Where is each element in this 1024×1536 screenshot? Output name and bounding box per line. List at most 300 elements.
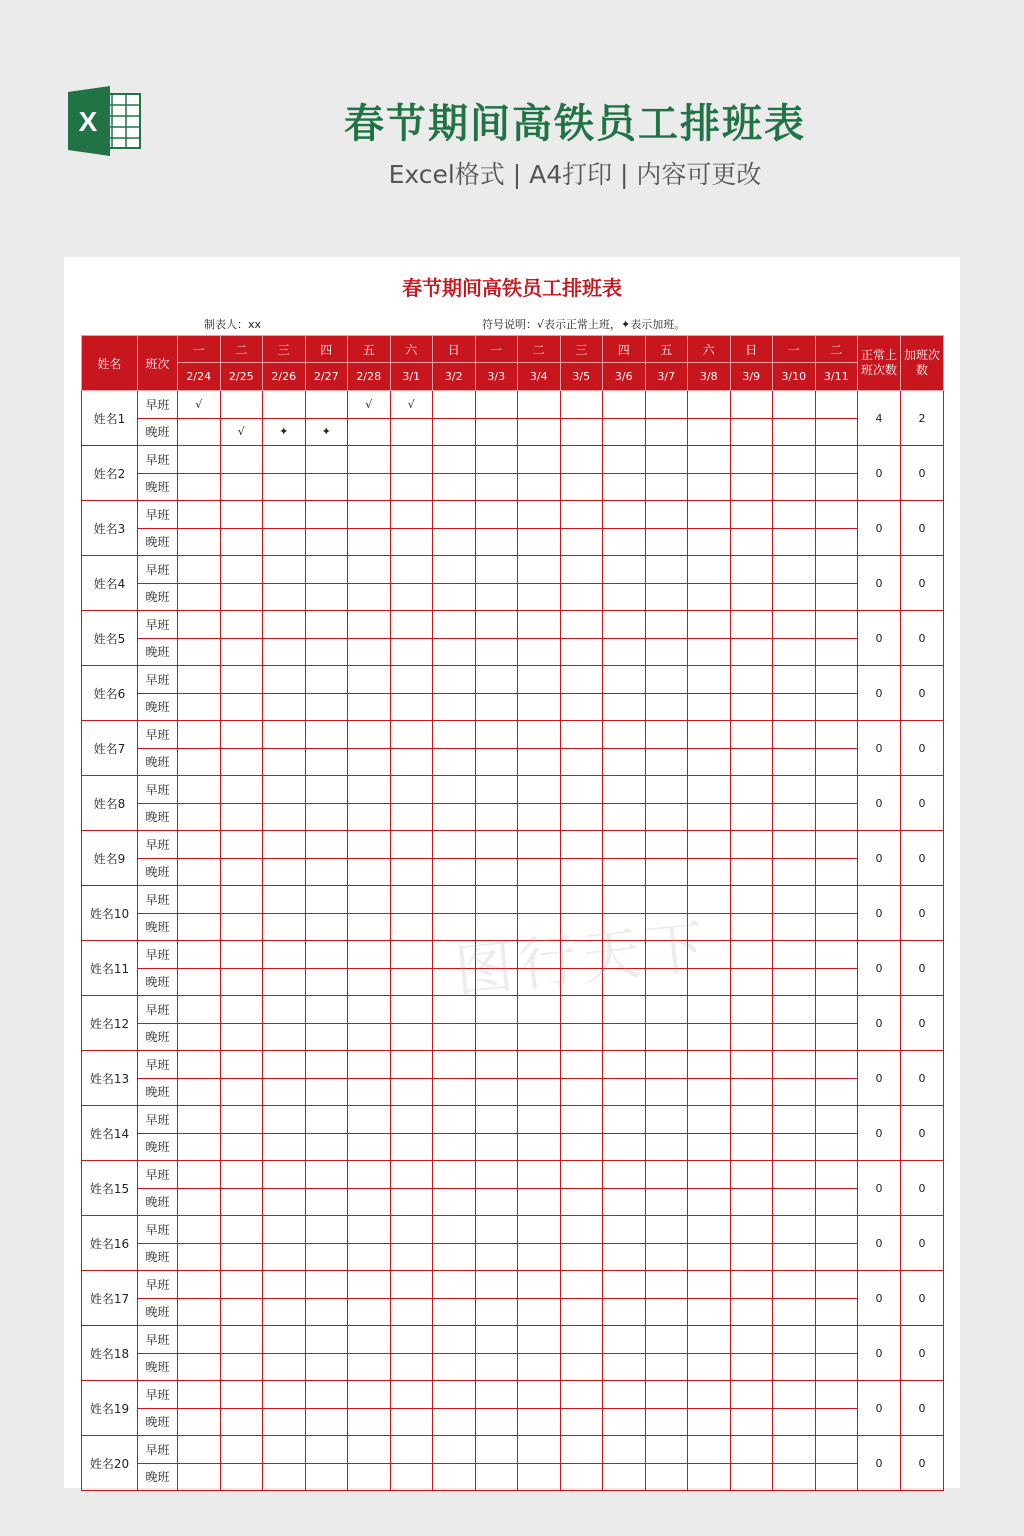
schedule-cell[interactable]: [220, 858, 263, 886]
schedule-cell[interactable]: [348, 1216, 391, 1244]
schedule-cell[interactable]: [688, 1353, 731, 1381]
schedule-cell[interactable]: [773, 473, 816, 501]
schedule-cell[interactable]: [645, 611, 688, 639]
schedule-cell[interactable]: [178, 556, 221, 584]
schedule-cell[interactable]: [603, 446, 646, 474]
schedule-cell[interactable]: [433, 803, 476, 831]
schedule-cell[interactable]: [433, 1436, 476, 1464]
schedule-cell[interactable]: [390, 913, 433, 941]
schedule-cell[interactable]: [645, 501, 688, 529]
schedule-cell[interactable]: [815, 1463, 858, 1491]
schedule-cell[interactable]: [348, 501, 391, 529]
schedule-cell[interactable]: [263, 1436, 306, 1464]
schedule-cell[interactable]: [730, 803, 773, 831]
schedule-cell[interactable]: [348, 583, 391, 611]
schedule-cell[interactable]: [433, 1106, 476, 1134]
schedule-cell[interactable]: [263, 776, 306, 804]
schedule-cell[interactable]: [815, 473, 858, 501]
schedule-cell[interactable]: [305, 748, 348, 776]
schedule-cell[interactable]: [773, 418, 816, 446]
schedule-cell[interactable]: [518, 941, 561, 969]
schedule-cell[interactable]: [773, 1436, 816, 1464]
schedule-cell[interactable]: [815, 721, 858, 749]
schedule-cell[interactable]: [220, 913, 263, 941]
schedule-cell[interactable]: [688, 913, 731, 941]
schedule-cell[interactable]: [688, 583, 731, 611]
schedule-cell[interactable]: [305, 1243, 348, 1271]
schedule-cell[interactable]: [518, 1161, 561, 1189]
schedule-cell[interactable]: [475, 803, 518, 831]
schedule-cell[interactable]: [305, 803, 348, 831]
schedule-cell[interactable]: ✦: [263, 418, 306, 446]
schedule-cell[interactable]: [560, 446, 603, 474]
schedule-cell[interactable]: [475, 638, 518, 666]
schedule-cell[interactable]: [475, 996, 518, 1024]
schedule-cell[interactable]: √: [178, 391, 221, 419]
schedule-cell[interactable]: [263, 1463, 306, 1491]
schedule-cell[interactable]: [178, 1326, 221, 1354]
schedule-cell[interactable]: [603, 1381, 646, 1409]
schedule-cell[interactable]: [390, 1078, 433, 1106]
schedule-cell[interactable]: [815, 858, 858, 886]
schedule-cell[interactable]: [773, 1023, 816, 1051]
schedule-cell[interactable]: [178, 638, 221, 666]
schedule-cell[interactable]: [305, 446, 348, 474]
schedule-cell[interactable]: [815, 776, 858, 804]
schedule-cell[interactable]: [815, 913, 858, 941]
schedule-cell[interactable]: [220, 501, 263, 529]
schedule-cell[interactable]: [263, 1133, 306, 1161]
schedule-cell[interactable]: [178, 1133, 221, 1161]
schedule-cell[interactable]: [433, 748, 476, 776]
schedule-cell[interactable]: [263, 1326, 306, 1354]
schedule-cell[interactable]: [475, 1051, 518, 1079]
schedule-cell[interactable]: [348, 1463, 391, 1491]
schedule-cell[interactable]: [730, 1161, 773, 1189]
schedule-cell[interactable]: [688, 666, 731, 694]
schedule-cell[interactable]: [263, 1271, 306, 1299]
schedule-cell[interactable]: [815, 583, 858, 611]
schedule-cell[interactable]: [730, 968, 773, 996]
schedule-cell[interactable]: [220, 941, 263, 969]
schedule-cell[interactable]: [390, 721, 433, 749]
schedule-cell[interactable]: [475, 941, 518, 969]
schedule-cell[interactable]: [815, 693, 858, 721]
schedule-cell[interactable]: [263, 638, 306, 666]
schedule-cell[interactable]: [773, 721, 816, 749]
schedule-cell[interactable]: [730, 1216, 773, 1244]
schedule-cell[interactable]: [220, 886, 263, 914]
schedule-cell[interactable]: [390, 693, 433, 721]
schedule-cell[interactable]: [390, 803, 433, 831]
schedule-cell[interactable]: [518, 418, 561, 446]
schedule-cell[interactable]: [773, 583, 816, 611]
schedule-cell[interactable]: [390, 748, 433, 776]
schedule-cell[interactable]: [475, 1188, 518, 1216]
schedule-cell[interactable]: [518, 748, 561, 776]
schedule-cell[interactable]: [433, 611, 476, 639]
schedule-cell[interactable]: [688, 1023, 731, 1051]
schedule-cell[interactable]: [773, 1243, 816, 1271]
schedule-cell[interactable]: [603, 996, 646, 1024]
schedule-cell[interactable]: [518, 886, 561, 914]
schedule-cell[interactable]: [560, 1216, 603, 1244]
schedule-cell[interactable]: [645, 1106, 688, 1134]
schedule-cell[interactable]: [178, 748, 221, 776]
schedule-cell[interactable]: [815, 1243, 858, 1271]
schedule-cell[interactable]: [348, 1298, 391, 1326]
schedule-cell[interactable]: [773, 1078, 816, 1106]
schedule-cell[interactable]: [518, 1271, 561, 1299]
schedule-cell[interactable]: [433, 666, 476, 694]
schedule-cell[interactable]: [688, 1078, 731, 1106]
schedule-cell[interactable]: [518, 501, 561, 529]
schedule-cell[interactable]: ✦: [305, 418, 348, 446]
schedule-cell[interactable]: [560, 1188, 603, 1216]
schedule-cell[interactable]: [433, 1381, 476, 1409]
schedule-cell[interactable]: [518, 1326, 561, 1354]
schedule-cell[interactable]: [645, 638, 688, 666]
schedule-cell[interactable]: [263, 666, 306, 694]
schedule-cell[interactable]: [348, 528, 391, 556]
schedule-cell[interactable]: [518, 776, 561, 804]
schedule-cell[interactable]: [305, 1271, 348, 1299]
schedule-cell[interactable]: [305, 693, 348, 721]
schedule-cell[interactable]: [475, 1436, 518, 1464]
schedule-cell[interactable]: [475, 501, 518, 529]
schedule-cell[interactable]: [645, 1271, 688, 1299]
schedule-cell[interactable]: [645, 1298, 688, 1326]
schedule-cell[interactable]: [475, 418, 518, 446]
schedule-cell[interactable]: [263, 1161, 306, 1189]
schedule-cell[interactable]: [220, 1216, 263, 1244]
schedule-cell[interactable]: [730, 1078, 773, 1106]
schedule-cell[interactable]: [220, 1023, 263, 1051]
schedule-cell[interactable]: [773, 968, 816, 996]
schedule-cell[interactable]: [518, 996, 561, 1024]
schedule-cell[interactable]: [263, 1408, 306, 1436]
schedule-cell[interactable]: [645, 1463, 688, 1491]
schedule-cell[interactable]: [433, 1243, 476, 1271]
schedule-cell[interactable]: [688, 968, 731, 996]
schedule-cell[interactable]: [560, 831, 603, 859]
schedule-cell[interactable]: [603, 1271, 646, 1299]
schedule-cell[interactable]: [475, 721, 518, 749]
schedule-cell[interactable]: [773, 776, 816, 804]
schedule-cell[interactable]: [518, 1463, 561, 1491]
schedule-cell[interactable]: [688, 1051, 731, 1079]
schedule-cell[interactable]: [305, 996, 348, 1024]
schedule-cell[interactable]: [433, 693, 476, 721]
schedule-cell[interactable]: [773, 446, 816, 474]
schedule-cell[interactable]: [178, 611, 221, 639]
schedule-cell[interactable]: [305, 721, 348, 749]
schedule-cell[interactable]: [730, 611, 773, 639]
schedule-cell[interactable]: [815, 1023, 858, 1051]
schedule-cell[interactable]: [220, 1106, 263, 1134]
schedule-cell[interactable]: [560, 693, 603, 721]
schedule-cell[interactable]: [475, 886, 518, 914]
schedule-cell[interactable]: [348, 1243, 391, 1271]
schedule-cell[interactable]: [560, 1133, 603, 1161]
schedule-cell[interactable]: [433, 721, 476, 749]
schedule-cell[interactable]: [305, 583, 348, 611]
schedule-cell[interactable]: [815, 1381, 858, 1409]
schedule-cell[interactable]: [560, 941, 603, 969]
schedule-cell[interactable]: [518, 1051, 561, 1079]
schedule-cell[interactable]: [603, 803, 646, 831]
schedule-cell[interactable]: [560, 1271, 603, 1299]
schedule-cell[interactable]: [390, 528, 433, 556]
schedule-cell[interactable]: [348, 1326, 391, 1354]
schedule-cell[interactable]: [730, 583, 773, 611]
schedule-cell[interactable]: √: [390, 391, 433, 419]
schedule-cell[interactable]: [688, 638, 731, 666]
schedule-cell[interactable]: [390, 941, 433, 969]
schedule-cell[interactable]: [730, 858, 773, 886]
schedule-cell[interactable]: [433, 1051, 476, 1079]
schedule-cell[interactable]: [305, 831, 348, 859]
schedule-cell[interactable]: [645, 1161, 688, 1189]
schedule-cell[interactable]: [475, 1161, 518, 1189]
schedule-cell[interactable]: [815, 1436, 858, 1464]
schedule-cell[interactable]: [263, 968, 306, 996]
schedule-cell[interactable]: [305, 1463, 348, 1491]
schedule-cell[interactable]: [390, 1161, 433, 1189]
schedule-cell[interactable]: [348, 611, 391, 639]
schedule-cell[interactable]: [645, 1133, 688, 1161]
schedule-cell[interactable]: [305, 1106, 348, 1134]
schedule-cell[interactable]: [263, 693, 306, 721]
schedule-cell[interactable]: [348, 858, 391, 886]
schedule-cell[interactable]: [603, 556, 646, 584]
schedule-cell[interactable]: [560, 638, 603, 666]
schedule-cell[interactable]: [433, 1298, 476, 1326]
schedule-cell[interactable]: [263, 1353, 306, 1381]
schedule-cell[interactable]: [603, 1408, 646, 1436]
schedule-cell[interactable]: [475, 473, 518, 501]
schedule-cell[interactable]: [645, 583, 688, 611]
schedule-cell[interactable]: [433, 583, 476, 611]
schedule-cell[interactable]: [645, 1436, 688, 1464]
schedule-cell[interactable]: [305, 913, 348, 941]
schedule-cell[interactable]: [645, 996, 688, 1024]
schedule-cell[interactable]: [263, 583, 306, 611]
schedule-cell[interactable]: [263, 803, 306, 831]
schedule-cell[interactable]: [688, 693, 731, 721]
schedule-cell[interactable]: [560, 1161, 603, 1189]
schedule-cell[interactable]: [730, 1463, 773, 1491]
schedule-cell[interactable]: [348, 1436, 391, 1464]
schedule-cell[interactable]: [645, 858, 688, 886]
schedule-cell[interactable]: [220, 391, 263, 419]
schedule-cell[interactable]: [433, 996, 476, 1024]
schedule-cell[interactable]: [688, 473, 731, 501]
schedule-cell[interactable]: [603, 1353, 646, 1381]
schedule-cell[interactable]: [263, 1051, 306, 1079]
schedule-cell[interactable]: [178, 501, 221, 529]
schedule-cell[interactable]: [560, 666, 603, 694]
schedule-cell[interactable]: [815, 528, 858, 556]
schedule-cell[interactable]: [433, 418, 476, 446]
schedule-cell[interactable]: [518, 638, 561, 666]
schedule-cell[interactable]: [773, 1271, 816, 1299]
schedule-cell[interactable]: [178, 803, 221, 831]
schedule-cell[interactable]: [688, 748, 731, 776]
schedule-cell[interactable]: [645, 418, 688, 446]
schedule-cell[interactable]: [220, 748, 263, 776]
schedule-cell[interactable]: [603, 1298, 646, 1326]
schedule-cell[interactable]: [390, 1243, 433, 1271]
schedule-cell[interactable]: [178, 1463, 221, 1491]
schedule-cell[interactable]: [773, 831, 816, 859]
schedule-cell[interactable]: [263, 858, 306, 886]
schedule-cell[interactable]: [220, 446, 263, 474]
schedule-cell[interactable]: [645, 391, 688, 419]
schedule-cell[interactable]: [220, 1078, 263, 1106]
schedule-cell[interactable]: [220, 611, 263, 639]
schedule-cell[interactable]: [390, 666, 433, 694]
schedule-cell[interactable]: [603, 886, 646, 914]
schedule-cell[interactable]: [220, 1353, 263, 1381]
schedule-cell[interactable]: [730, 638, 773, 666]
schedule-cell[interactable]: [348, 941, 391, 969]
schedule-cell[interactable]: [603, 528, 646, 556]
schedule-cell[interactable]: [815, 831, 858, 859]
schedule-cell[interactable]: [560, 556, 603, 584]
schedule-cell[interactable]: [518, 1188, 561, 1216]
schedule-cell[interactable]: [603, 913, 646, 941]
schedule-cell[interactable]: [688, 941, 731, 969]
schedule-cell[interactable]: [688, 886, 731, 914]
schedule-cell[interactable]: [560, 1051, 603, 1079]
schedule-cell[interactable]: [688, 611, 731, 639]
schedule-cell[interactable]: [603, 611, 646, 639]
schedule-cell[interactable]: [263, 748, 306, 776]
schedule-cell[interactable]: [730, 721, 773, 749]
schedule-cell[interactable]: [263, 611, 306, 639]
schedule-cell[interactable]: [603, 776, 646, 804]
schedule-cell[interactable]: [773, 996, 816, 1024]
schedule-cell[interactable]: [518, 1436, 561, 1464]
schedule-cell[interactable]: [730, 1271, 773, 1299]
schedule-cell[interactable]: [560, 1298, 603, 1326]
schedule-cell[interactable]: [475, 858, 518, 886]
schedule-cell[interactable]: [220, 1243, 263, 1271]
schedule-cell[interactable]: [178, 913, 221, 941]
schedule-cell[interactable]: [730, 391, 773, 419]
schedule-cell[interactable]: [518, 666, 561, 694]
schedule-cell[interactable]: [348, 1271, 391, 1299]
schedule-cell[interactable]: [688, 776, 731, 804]
schedule-cell[interactable]: [305, 776, 348, 804]
schedule-cell[interactable]: [730, 501, 773, 529]
schedule-cell[interactable]: [815, 1106, 858, 1134]
schedule-cell[interactable]: [305, 666, 348, 694]
schedule-cell[interactable]: [560, 583, 603, 611]
schedule-cell[interactable]: [263, 1298, 306, 1326]
schedule-cell[interactable]: [518, 1216, 561, 1244]
schedule-cell[interactable]: [560, 886, 603, 914]
schedule-cell[interactable]: [815, 968, 858, 996]
schedule-cell[interactable]: [603, 391, 646, 419]
schedule-cell[interactable]: [603, 1463, 646, 1491]
schedule-cell[interactable]: [220, 666, 263, 694]
schedule-cell[interactable]: [178, 1271, 221, 1299]
schedule-cell[interactable]: [688, 1436, 731, 1464]
schedule-cell[interactable]: [645, 803, 688, 831]
schedule-cell[interactable]: [305, 528, 348, 556]
schedule-cell[interactable]: [305, 1381, 348, 1409]
schedule-cell[interactable]: [390, 556, 433, 584]
schedule-cell[interactable]: [815, 501, 858, 529]
schedule-cell[interactable]: [603, 1216, 646, 1244]
schedule-cell[interactable]: [305, 1436, 348, 1464]
schedule-cell[interactable]: [730, 528, 773, 556]
schedule-cell[interactable]: [390, 1271, 433, 1299]
schedule-cell[interactable]: [263, 473, 306, 501]
schedule-cell[interactable]: [688, 528, 731, 556]
schedule-cell[interactable]: [688, 1381, 731, 1409]
schedule-cell[interactable]: [645, 1243, 688, 1271]
schedule-cell[interactable]: [603, 831, 646, 859]
schedule-cell[interactable]: [475, 1326, 518, 1354]
schedule-cell[interactable]: [730, 473, 773, 501]
schedule-cell[interactable]: [475, 748, 518, 776]
schedule-cell[interactable]: [815, 1078, 858, 1106]
schedule-cell[interactable]: [348, 776, 391, 804]
schedule-cell[interactable]: [645, 1353, 688, 1381]
schedule-cell[interactable]: [305, 968, 348, 996]
schedule-cell[interactable]: [688, 803, 731, 831]
schedule-cell[interactable]: [178, 1051, 221, 1079]
schedule-cell[interactable]: [518, 721, 561, 749]
schedule-cell[interactable]: [220, 556, 263, 584]
schedule-cell[interactable]: [348, 831, 391, 859]
schedule-cell[interactable]: [560, 1243, 603, 1271]
schedule-cell[interactable]: [220, 996, 263, 1024]
schedule-cell[interactable]: [603, 1436, 646, 1464]
schedule-cell[interactable]: [560, 803, 603, 831]
schedule-cell[interactable]: [815, 1353, 858, 1381]
schedule-cell[interactable]: [220, 1326, 263, 1354]
schedule-cell[interactable]: [433, 1078, 476, 1106]
schedule-cell[interactable]: [815, 1408, 858, 1436]
schedule-cell[interactable]: [518, 1353, 561, 1381]
schedule-cell[interactable]: [390, 1298, 433, 1326]
schedule-cell[interactable]: [815, 391, 858, 419]
schedule-cell[interactable]: [815, 941, 858, 969]
schedule-cell[interactable]: [688, 501, 731, 529]
schedule-cell[interactable]: √: [348, 391, 391, 419]
schedule-cell[interactable]: [560, 776, 603, 804]
schedule-cell[interactable]: [263, 1243, 306, 1271]
schedule-cell[interactable]: [518, 1023, 561, 1051]
schedule-cell[interactable]: [263, 721, 306, 749]
schedule-cell[interactable]: [518, 1133, 561, 1161]
schedule-cell[interactable]: [348, 666, 391, 694]
schedule-cell[interactable]: [433, 1408, 476, 1436]
schedule-cell[interactable]: [773, 1161, 816, 1189]
schedule-cell[interactable]: [178, 1078, 221, 1106]
schedule-cell[interactable]: [348, 473, 391, 501]
schedule-cell[interactable]: [560, 1023, 603, 1051]
schedule-cell[interactable]: [178, 583, 221, 611]
schedule-cell[interactable]: [560, 1436, 603, 1464]
schedule-cell[interactable]: [518, 693, 561, 721]
schedule-cell[interactable]: [560, 1326, 603, 1354]
schedule-cell[interactable]: [220, 1161, 263, 1189]
